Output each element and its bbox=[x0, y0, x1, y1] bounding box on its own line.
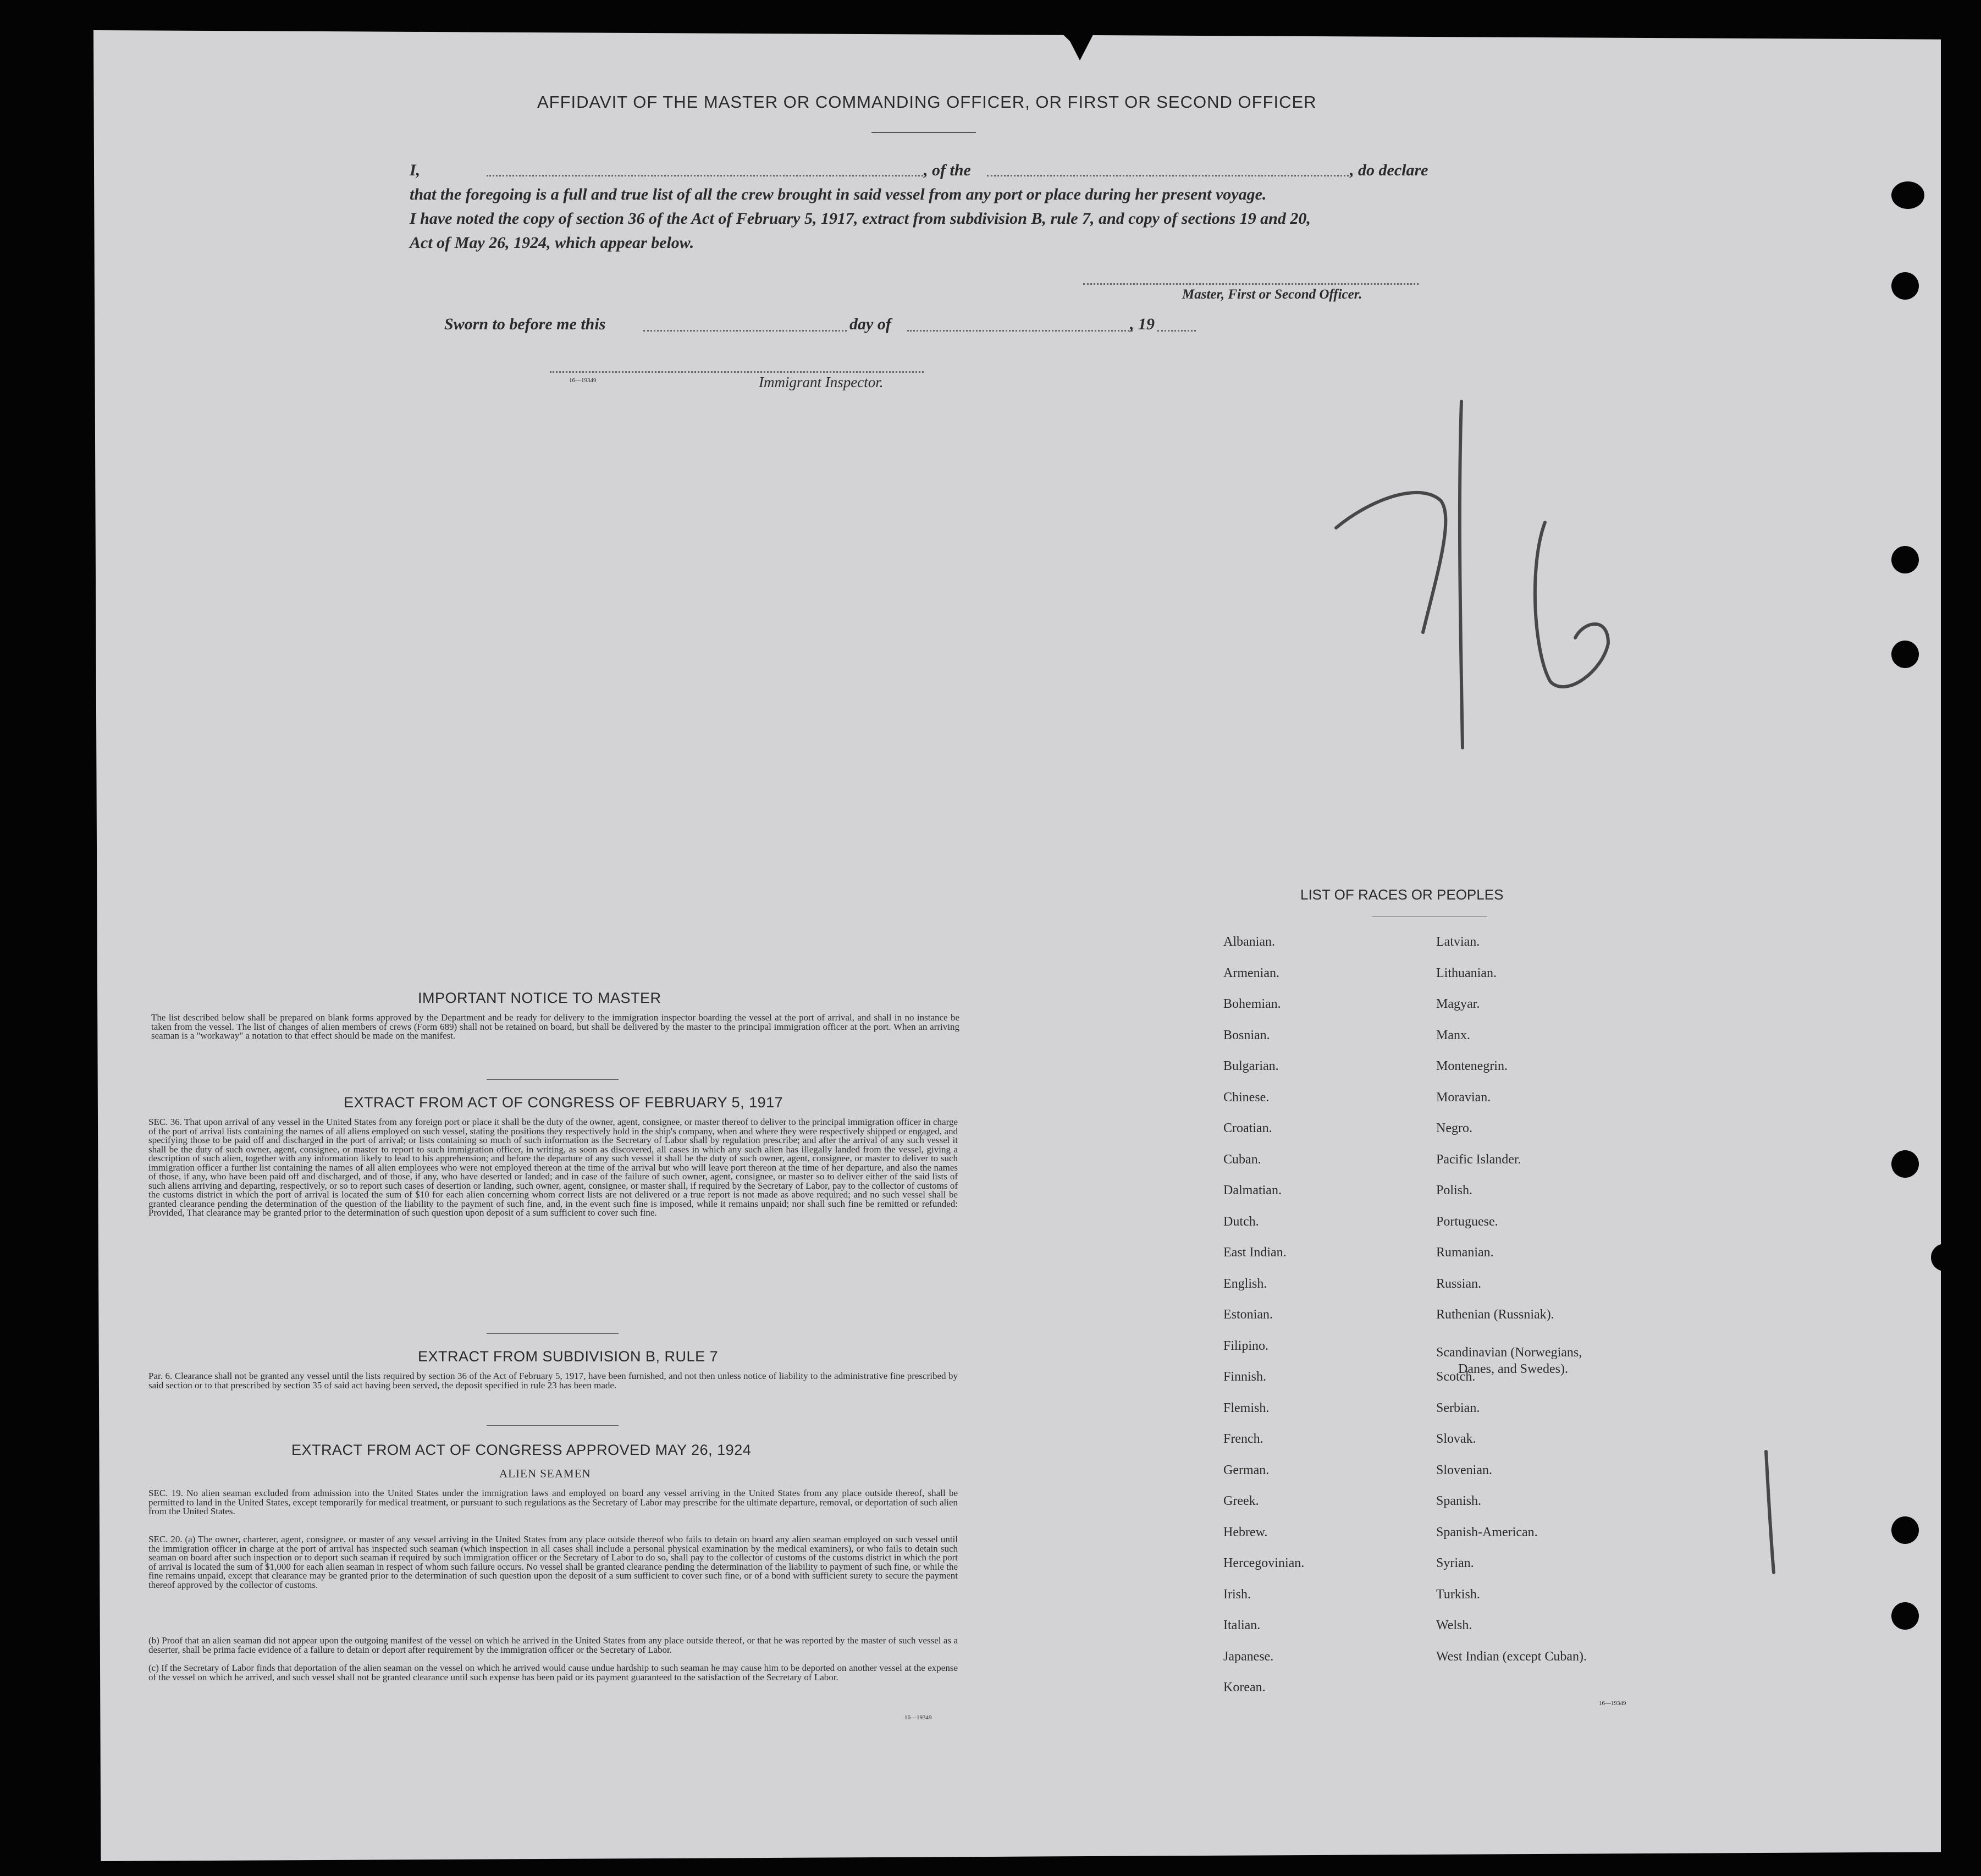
race-item: Cuban. bbox=[1223, 1152, 1261, 1167]
race-item: Flemish. bbox=[1223, 1400, 1270, 1415]
race-item: West Indian (except Cuban). bbox=[1436, 1649, 1587, 1664]
subdivb-body: Par. 6. Clearance shall not be granted any vessel until the lists required by section 36 of the Act of February 5, 1917, have been furnished, and not then unless notice of liability to the administrative fine prescribed by said section or to that prescribed by section 35 of said act having been served, the deposit specified in rule 23 has been made. bbox=[148, 1371, 958, 1391]
extract1924-sec20c: (c) If the Secretary of Labor finds that deportation of the alien seaman on the vessel on which he arrived would cause undue hardship to such seaman he may cause him to be deported on another vessel at the expense of the vessel on which he arrived, and such vessel shall not be granted clearance until such expense has been paid or its payment guaranteed to the satisfaction of the Secretary of Labor. bbox=[148, 1663, 958, 1682]
extract1917-body: SEC. 36. That upon arrival of any vessel in the United States from any foreign port or place it shall be the duty of the owner, agent, consignee, or master thereof to deliver to the principal immigration officer in charge of the port of arrival lists containing the names of all aliens employed on such vessel, stating the positions they respectively hold in the ship's company, when and where they were respectively shipped or engaged, and specifying those to be paid off and discharged in the port of arrival; or lists containing so much of such information as the Secretary of Labor shall by regulation prescribe; and after the arrival of any such vessel it shall be the duty of such owner, agent, consignee, or master to report to such immigration officer, in writing, as soon as discovered, all cases in which any such alien has illegally landed from the vessel, giving a description of such alien, together with any information likely to lead to his apprehension; and before the departure of any such vessel it shall be the duty of such owner, agent, consignee, or master to deliver to such immigration officer a further list containing the names of all alien employees who were not employed thereon at the time of the arrival but who will leave port thereon at the time of her departure, and also the names of those, if any, who have been paid off and discharged, and of those, if any, who have deserted or landed; and in case of the failure of such owner, agent, consignee, or master so to deliver either of the said lists of such aliens arriving and departing, respectively, or so to report such cases of desertion or landing, such owner, agent, consignee, or master shall, if required by the Secretary of Labor, pay to the collector of customs of the customs district in which the port of arrival is located the sum of $10 for each alien concerning whom correct lists are not delivered or a true report is not made as above required; and no such vessel shall be granted clearance pending the determination of the question of the liability to the payment of such fine, and, in the event such fine is imposed, while it remains unpaid; nor shall such fine be remitted or refunded: Provided, That clearance may be granted prior to the determination of such question upon deposit of a sum sufficient to cover such fine. bbox=[148, 1117, 958, 1218]
vessel-blank bbox=[987, 175, 1353, 176]
races-title: LIST OF RACES OR PEOPLES bbox=[1300, 886, 1504, 903]
race-item: Croatian. bbox=[1223, 1121, 1272, 1135]
race-item: Korean. bbox=[1223, 1680, 1266, 1695]
day-of-label: day of bbox=[849, 315, 891, 333]
of-the-label: , of the bbox=[924, 161, 971, 179]
extract1924-sec19: SEC. 19. No alien seaman excluded from admission into the United States under the immigration laws and employed on board any vessel arriving in the United States from any place outside thereof, shall be permitted to land in the United States, except temporarily for medical treatment, or pursuant to such regulations as the Secretary of Labor may prescribe for the ultimate departure, removal, or deportation of such alien from the United States. bbox=[148, 1488, 958, 1516]
race-item: Moravian. bbox=[1436, 1090, 1491, 1105]
race-item: Spanish-American. bbox=[1436, 1525, 1538, 1540]
extract1924-title: EXTRACT FROM ACT OF CONGRESS APPROVED MAY 26, 1924 bbox=[291, 1442, 752, 1458]
title-underline bbox=[871, 132, 976, 133]
race-item: Armenian. bbox=[1223, 965, 1279, 980]
race-item: Bosnian. bbox=[1223, 1028, 1270, 1042]
race-item: Bohemian. bbox=[1223, 997, 1281, 1011]
race-item: Scotch. bbox=[1436, 1370, 1476, 1384]
race-item: Albanian. bbox=[1223, 935, 1275, 949]
race-item: Magyar. bbox=[1436, 997, 1480, 1011]
punch-hole bbox=[1931, 1244, 1958, 1271]
race-item: Bulgarian. bbox=[1223, 1059, 1279, 1073]
race-item: Greek. bbox=[1223, 1494, 1259, 1508]
inspector-label: Immigrant Inspector. bbox=[759, 374, 884, 390]
races-form-number: 16—19349 bbox=[1599, 1700, 1626, 1707]
punch-hole bbox=[1891, 546, 1919, 573]
race-item: East Indian. bbox=[1223, 1245, 1287, 1260]
extract1924-form-number: 16—19349 bbox=[904, 1714, 932, 1721]
race-item: Japanese. bbox=[1223, 1649, 1274, 1664]
race-item: Danes, and Swedes). bbox=[1458, 1361, 1568, 1376]
notice-body: The list described below shall be prepared on blank forms approved by the Department and be ready for delivery to the immigration inspector boarding the vessel at the port of arrival, and shall in no instance be taken from the vessel. The list of changes of alien members of crews (Form 689) shall not be retained on board, but shall be delivered by the master to the principal immigration officer at the port. When an arriving seaman is a "workaway" a notation to that effect should be made on the manifest. bbox=[151, 1012, 959, 1041]
affidavit-form-number: 16—19349 bbox=[569, 377, 597, 384]
race-item: Serbian. bbox=[1436, 1400, 1480, 1415]
year-blank bbox=[1157, 330, 1196, 332]
race-item: Negro. bbox=[1436, 1121, 1472, 1135]
notice-title: IMPORTANT NOTICE TO MASTER bbox=[418, 990, 661, 1006]
race-item: Scandinavian (Norwegians, bbox=[1436, 1345, 1582, 1360]
race-item: English. bbox=[1223, 1276, 1267, 1291]
race-item: Rumanian. bbox=[1436, 1245, 1494, 1260]
punch-hole bbox=[1891, 181, 1924, 209]
race-item: Latvian. bbox=[1436, 935, 1480, 949]
race-item: Hebrew. bbox=[1223, 1525, 1268, 1540]
race-item: Pacific Islander. bbox=[1436, 1152, 1521, 1167]
race-item: Welsh. bbox=[1436, 1618, 1472, 1632]
inspector-signature-blank bbox=[550, 371, 924, 373]
punch-hole bbox=[1891, 641, 1919, 668]
race-item: Chinese. bbox=[1223, 1090, 1270, 1105]
name-blank bbox=[487, 175, 926, 176]
do-declare-label: , do declare bbox=[1350, 161, 1428, 179]
handwritten-tally bbox=[1754, 1446, 1787, 1578]
race-item: Irish. bbox=[1223, 1587, 1251, 1602]
punch-hole bbox=[1891, 1602, 1919, 1630]
i-label: I, bbox=[410, 161, 421, 179]
race-item: Lithuanian. bbox=[1436, 965, 1497, 980]
extract1917-divider bbox=[487, 1333, 619, 1334]
race-item: Portuguese. bbox=[1436, 1214, 1498, 1229]
race-item: Slovak. bbox=[1436, 1432, 1476, 1446]
race-item: Hercegovinian. bbox=[1223, 1556, 1305, 1570]
race-item: Estonian. bbox=[1223, 1307, 1273, 1322]
affidavit-line4: Act of May 26, 1924, which appear below. bbox=[410, 234, 694, 252]
race-item: Russian. bbox=[1436, 1276, 1482, 1291]
race-item: Manx. bbox=[1436, 1028, 1470, 1042]
notice-divider bbox=[487, 1079, 619, 1080]
day-blank bbox=[643, 330, 847, 332]
race-item: Syrian. bbox=[1436, 1556, 1474, 1570]
sworn-label: Sworn to before me this bbox=[444, 315, 606, 333]
extract1924-subtitle: ALIEN SEAMEN bbox=[499, 1467, 591, 1480]
handwritten-mark bbox=[1331, 390, 1627, 808]
affidavit-line2: that the foregoing is a full and true list of all the crew brought in said vessel from any port or place during her present voyage. bbox=[410, 185, 1267, 203]
race-item: Turkish. bbox=[1436, 1587, 1480, 1602]
month-blank bbox=[907, 330, 1133, 332]
affidavit-line3: I have noted the copy of section 36 of the Act of February 5, 1917, extract from subdivision B, rule 7, and copy of sections 19 and 20, bbox=[410, 209, 1311, 228]
affidavit-title: AFFIDAVIT OF THE MASTER OR COMMANDING OFFICER, OR FIRST OR SECOND OFFICER bbox=[537, 92, 1317, 112]
subdivb-divider bbox=[487, 1425, 619, 1426]
master-signature-blank bbox=[1083, 283, 1419, 285]
master-signature-label: Master, First or Second Officer. bbox=[1182, 287, 1362, 302]
race-item: Montenegrin. bbox=[1436, 1059, 1508, 1073]
year-label: , 19 bbox=[1130, 315, 1155, 333]
race-item: French. bbox=[1223, 1432, 1263, 1446]
punch-hole bbox=[1891, 272, 1919, 300]
race-item: Italian. bbox=[1223, 1618, 1261, 1632]
race-item: Ruthenian (Russniak). bbox=[1436, 1307, 1554, 1322]
race-item: Dutch. bbox=[1223, 1214, 1259, 1229]
race-item: Dalmatian. bbox=[1223, 1183, 1282, 1198]
race-item: Spanish. bbox=[1436, 1494, 1482, 1508]
punch-hole bbox=[1891, 1516, 1919, 1544]
race-item: Polish. bbox=[1436, 1183, 1473, 1198]
race-item: Filipino. bbox=[1223, 1338, 1269, 1353]
extract1917-title: EXTRACT FROM ACT OF CONGRESS OF FEBRUARY 5, 1917 bbox=[344, 1094, 783, 1111]
subdivb-title: EXTRACT FROM SUBDIVISION B, RULE 7 bbox=[418, 1348, 719, 1365]
punch-hole bbox=[1891, 1150, 1919, 1178]
extract1924-sec20b: (b) Proof that an alien seaman did not appear upon the outgoing manifest of the vessel on which he arrived in the United States from any place outside thereof, or that he was reported by the master of such vessel as a deserter, shall be prima facie evidence of a failure to detain or deport after requirement by the immigration officer or the Secretary of Labor. bbox=[148, 1635, 958, 1655]
race-item: Finnish. bbox=[1223, 1370, 1267, 1384]
extract1924-sec20a: SEC. 20. (a) The owner, charterer, agent, consignee, or master of any vessel arriving in the United States from any place outside thereof who fails to detain on board any alien seaman employed on such vessel until the immigration officer in charge at the port of arrival has inspected such seaman (which inspection in all cases shall include a personal physical examination by the medical examiners), or who fails to detain such seaman on board after such inspection or to deport such seaman if required by such immigration officer or the Secretary of Labor to do so, shall pay to the collector of customs of the customs district in which the port of arrival is located the sum of $1,000 for each alien seaman in respect of whom such failure occurs. No vessel shall be granted clearance pending the determination of the liability to payment of such fine, or while the fine remains unpaid, except that clearance may be granted prior to the determination of such question upon the deposit of a sum sufficient to cover such fine, or of a bond with sufficient surety to secure the payment thereof approved by the collector of customs. bbox=[148, 1534, 958, 1590]
race-item: German. bbox=[1223, 1463, 1270, 1477]
race-item: Slovenian. bbox=[1436, 1463, 1492, 1477]
